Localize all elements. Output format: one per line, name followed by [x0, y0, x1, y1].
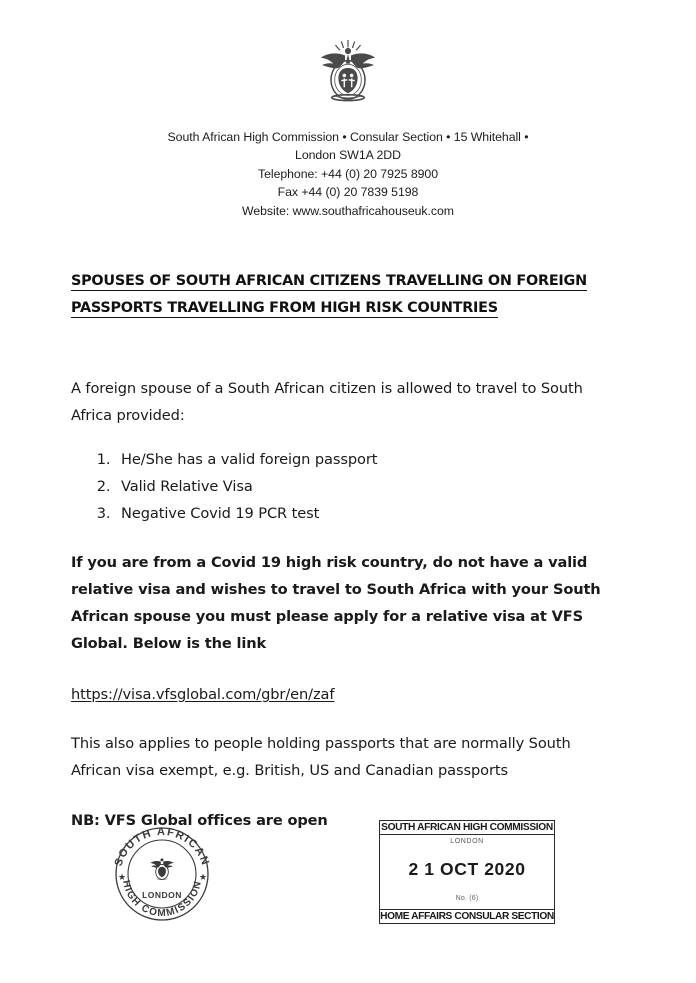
page-title-line-2: PASSPORTS TRAVELLING FROM HIGH RISK COUNTRIES: [71, 300, 498, 316]
date-stamp-number: No. (6): [455, 895, 479, 902]
south-african-coat-of-arms-icon: [311, 34, 385, 108]
round-stamp-top-arc-text: SOUTH AFRICAN: [112, 825, 212, 868]
stamp-coat-of-arms-icon: [150, 858, 173, 879]
star-icon-right: ★: [199, 872, 208, 882]
link-row: [71, 681, 625, 708]
letterhead-telephone: Telephone: +44 (0) 20 7925 8900: [258, 166, 438, 181]
list-item: 3. Negative Covid 19 PCR test: [115, 500, 625, 527]
round-stamp-city-label: LONDON: [142, 890, 182, 900]
page-title-line-1: SPOUSES OF SOUTH AFRICAN CITIZENS TRAVELLING ON FOREIGN: [71, 273, 587, 289]
intro-paragraph: A foreign spouse of a South African citizen is allowed to travel to South Africa provided:: [71, 380, 583, 424]
letterhead-website: Website: www.southafricahouseuk.com: [242, 203, 454, 218]
date-stamp-city: LONDON: [450, 838, 484, 845]
notice-paragraph: If you are from a Covid 19 high risk country, do not have a valid relative visa and wishes to travel to South Africa with your South African spouse you must please apply for a relative visa at VFS Global. Below is the link: [71, 554, 601, 652]
letterhead-fax: Fax +44 (0) 20 7839 5198: [277, 185, 419, 200]
requirements-list: [71, 446, 625, 527]
document-body: [71, 268, 625, 834]
also-applies-paragraph: This also applies to people holding passports that are normally South African visa exempt, e.g. British, US and Canadian passports: [71, 735, 571, 779]
date-stamp-header: SOUTH AFRICAN HIGH COMMISSION: [381, 822, 553, 833]
list-item: 1. He/She has a valid foreign passport: [115, 446, 625, 473]
letterhead-line-2: London SW1A 2DD: [295, 148, 401, 163]
letterhead-address-block: [0, 128, 696, 220]
letterhead-line-1: South African High Commission • Consular Section • 15 Whitehall •: [167, 130, 529, 144]
round-embossed-stamp: [107, 820, 217, 928]
letterhead: [0, 34, 696, 220]
nb-paragraph: NB: VFS Global offices are open: [71, 812, 328, 829]
date-stamp-footer: HOME AFFAIRS CONSULAR SECTION: [380, 911, 554, 922]
page-title: [71, 268, 625, 322]
date-stamp: [379, 820, 555, 924]
round-stamp-bottom-arc-text: HIGH COMMISSION: [120, 879, 204, 920]
star-icon-left: ★: [118, 872, 127, 882]
list-item: 2. Valid Relative Visa: [115, 473, 625, 500]
date-stamp-date: 2 1 OCT 2020: [408, 859, 526, 879]
vfs-global-link[interactable]: https://visa.vfsglobal.com/gbr/en/zaf: [71, 686, 335, 703]
